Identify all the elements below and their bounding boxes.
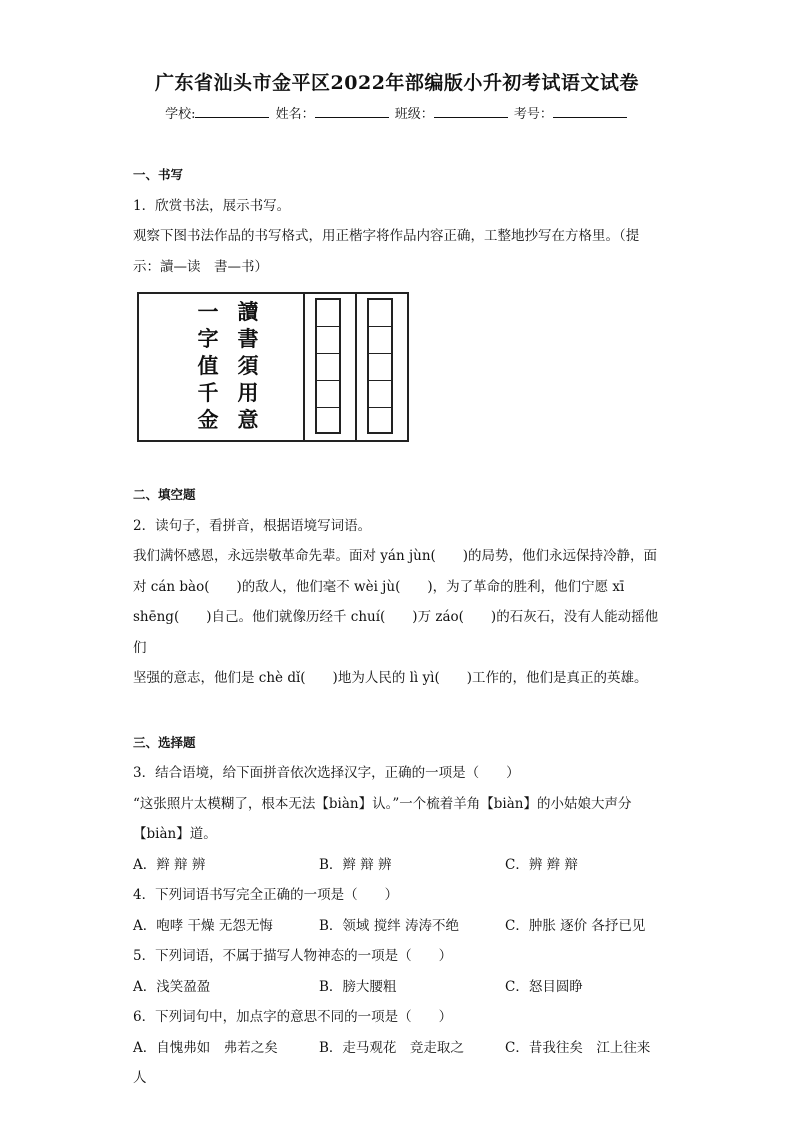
- question-2-line-3: shēng( )自己。他们就像历经千 chuí( )万 záo( )的石灰石，没有人能动摇他们: [133, 609, 659, 656]
- question-6-option-c[interactable]: C．昔我往矣 江上往来: [505, 1039, 651, 1056]
- exam-title: 广东省汕头市金平区2022年部编版小升初考试语文试卷: [155, 72, 639, 94]
- section-heading-fill-blank: 二、填空题: [133, 487, 196, 502]
- question-4-option-c[interactable]: C．肿胀 逐价 各抒已见: [505, 917, 646, 934]
- section-heading-choice: 三、选择题: [133, 734, 196, 750]
- calligraphy-artwork: [137, 292, 305, 442]
- number-blank[interactable]: [553, 105, 627, 118]
- question-2-title: 2．读句子，看拼音，根据语境写词语。: [133, 517, 372, 534]
- question-1-instruction: 观察下图书法作品的书写格式，用正楷字将作品内容正确，工整地抄写在方格里。（提: [133, 228, 640, 244]
- question-3-line-2: 【biàn】道。: [133, 826, 217, 842]
- question-3-options: [133, 850, 663, 881]
- school-blank[interactable]: [195, 105, 269, 118]
- question-1-hint: 示：讀—读 書—书）: [133, 258, 268, 275]
- question-5-option-c[interactable]: C．怒目圆睁: [505, 978, 583, 995]
- question-6-option-b[interactable]: B．走马观花 竞走取之: [319, 1039, 464, 1056]
- question-4-title: 4．下列词语书写完全正确的一项是（ ）: [133, 887, 399, 903]
- name-blank[interactable]: [315, 105, 389, 118]
- class-blank[interactable]: [434, 105, 508, 118]
- class-label: 班级：: [394, 107, 434, 122]
- school-label: 学校:: [165, 107, 196, 122]
- question-6-option-c-continued: 人: [133, 1070, 147, 1086]
- calligraphy-column-left: 一 字 值 千 金: [197, 299, 219, 432]
- question-1-title: 1．欣赏书法，展示书写。: [133, 197, 291, 214]
- question-3-title: 3．结合语境，给下面拼音依次选择汉字，正确的一项是（ ）: [133, 765, 520, 781]
- question-2-line-4: 坚强的意志，他们是 chè dǐ( )地为人民的 lì yì( )工作的，他们是真正的英雄。: [133, 670, 648, 686]
- student-info-line: [0, 103, 794, 122]
- question-6-option-a[interactable]: A．自愧弗如 弗若之矣: [133, 1039, 278, 1056]
- question-5-options: [133, 972, 663, 1003]
- section-heading-writing: 一、书写: [133, 167, 184, 182]
- question-4-option-a[interactable]: A．咆哮 干燥 无怨无悔: [133, 917, 273, 934]
- question-3-line-1: “这张照片太模糊了，根本无法【biàn】认。”一个梳着羊角【biàn】的小姑娘大声分: [133, 795, 632, 812]
- question-2-line-2: 对 cán bào( )的敌人，他们毫不 wèi jù( )，为了革命的胜利，他们宁愿 xī: [133, 578, 625, 595]
- question-4-option-b[interactable]: B．领域 搅绊 涛涛不绝: [319, 917, 460, 934]
- question-2-line-1: 我们满怀感恩，永远崇敬革命先辈。面对 yán jùn( )的局势，他们永远保持冷静，面: [133, 548, 658, 564]
- question-5-option-b[interactable]: B．膀大腰粗: [319, 978, 397, 995]
- writing-grid-column-1[interactable]: [303, 292, 357, 442]
- question-3-option-a[interactable]: A．辫 辩 辨: [133, 856, 206, 873]
- calligraphy-figure: [137, 292, 417, 442]
- calligraphy-column-right: 讀 書 須 用 意: [237, 299, 259, 432]
- question-3-option-b[interactable]: B．辫 辩 辨: [319, 856, 392, 873]
- question-6-title: 6．下列词句中，加点字的意思不同的一项是（ ）: [133, 1009, 453, 1025]
- question-5-title: 5．下列词语，不属于描写人物神态的一项是（ ）: [133, 948, 453, 964]
- question-3-option-c[interactable]: C．辨 辫 辩: [505, 856, 578, 873]
- question-4-options: [133, 911, 663, 942]
- number-label: 考号：: [513, 107, 553, 122]
- question-6-options: [133, 1033, 663, 1064]
- question-5-option-a[interactable]: A．浅笑盈盈: [133, 978, 211, 995]
- writing-grid-column-2[interactable]: [355, 292, 409, 442]
- name-label: 姓名：: [275, 107, 315, 122]
- exam-content: [133, 160, 663, 1094]
